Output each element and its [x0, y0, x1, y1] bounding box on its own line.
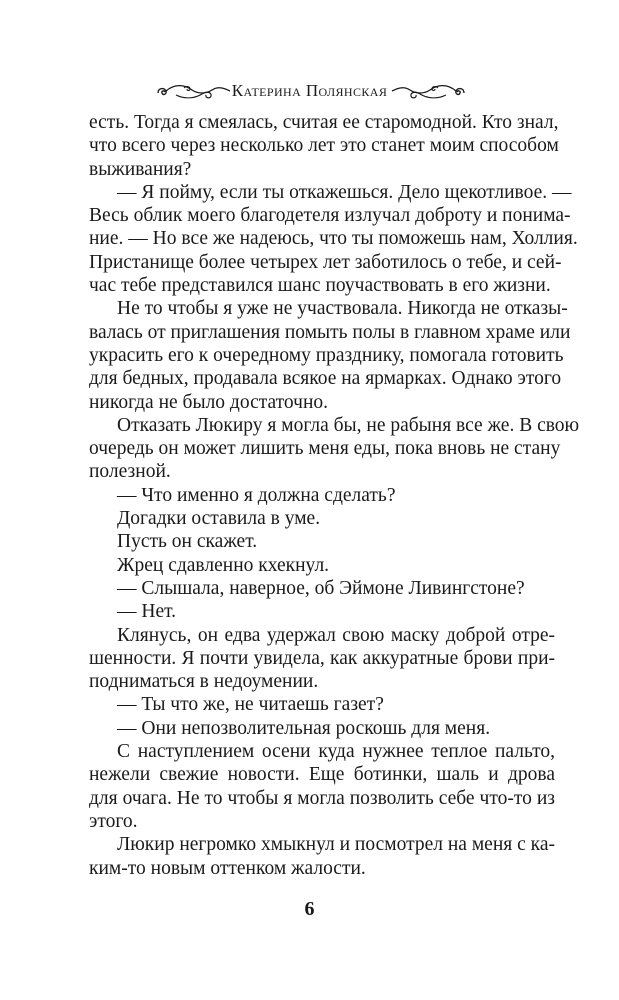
text-line: для бедных, продавала всякое на ярмарках. Однако этого	[89, 368, 562, 390]
text-line: этого.	[89, 810, 138, 832]
text-line: — Нет.	[117, 601, 177, 623]
text-line: — Что именно я должна сделать?	[117, 484, 396, 506]
right-ornament-icon	[390, 80, 468, 102]
text-line: что всего через несколько лет это станет моим способом	[89, 135, 559, 157]
text-line: никогда не было достаточно.	[89, 391, 329, 413]
text-line: подниматься в недоумении.	[89, 671, 319, 693]
text-line: Весь облик моего благодетеля излучал доброту и понима-	[89, 205, 571, 227]
text-line: ким-то новым оттенком жалости.	[89, 857, 366, 879]
text-line: С наступлением осени куда нужнее теплое пальто,	[117, 741, 555, 763]
text-line: — Они непозволительная роскошь для меня.	[117, 717, 491, 739]
text-line: валась от приглашения помыть полы в главном храме или	[89, 321, 571, 343]
text-line: очередь он может лишить меня еды, пока вновь не стану	[89, 438, 561, 460]
text-line: выживания?	[89, 158, 192, 180]
page-body	[89, 111, 580, 880]
text-line: есть. Тогда я смеялась, считая ее старомодной. Кто знал,	[89, 112, 559, 133]
text-line: Пусть он скажет.	[117, 531, 258, 553]
text-line: Жрец сдавленно кхекнул.	[117, 554, 330, 576]
text-line: час тебе представился шанс поучаствовать в его жизни.	[89, 275, 551, 297]
text-line: Клянусь, он едва удержал свою маску доброй отре-	[117, 624, 555, 646]
text-line: — Я пойму, если ты откажешься. Дело щекотливое. —	[117, 181, 572, 203]
text-line: — Ты что же, не читаешь газет?	[117, 694, 384, 716]
text-line: Люкир негромко хмыкнул и посмотрел на меня с ка-	[117, 834, 555, 856]
page-number: 6	[304, 898, 315, 920]
text-line: Не то чтобы я уже не участвовала. Никогда не отказы-	[117, 298, 568, 320]
text-line: — Слышала, наверное, об Эймоне Ливингстоне?	[117, 577, 525, 599]
text-line: полезной.	[89, 461, 171, 483]
text-line: шенности. Я почти увидела, как аккуратные брови при-	[89, 647, 555, 669]
text-line: Пристанище более четырех лет заботилось о тебе, и сей-	[89, 251, 562, 273]
text-line: Догадки оставила в уме.	[117, 508, 321, 530]
author-name: Катерина Полянская	[231, 81, 388, 100]
text-line: для очага. Не то чтобы я могла позволить себе что-то из	[89, 787, 555, 809]
text-line: ние. — Но все же надеюсь, что ты поможешь нам, Холлия.	[89, 228, 578, 250]
text-line: нежели свежие новости. Еще ботинки, шаль и дрова	[89, 764, 555, 786]
text-line: Отказать Люкиру я могла бы, не рабыня все же. В свою	[117, 414, 580, 436]
running-header	[0, 80, 619, 104]
text-line: украсить его к очередному празднику, помогала готовить	[89, 344, 564, 366]
